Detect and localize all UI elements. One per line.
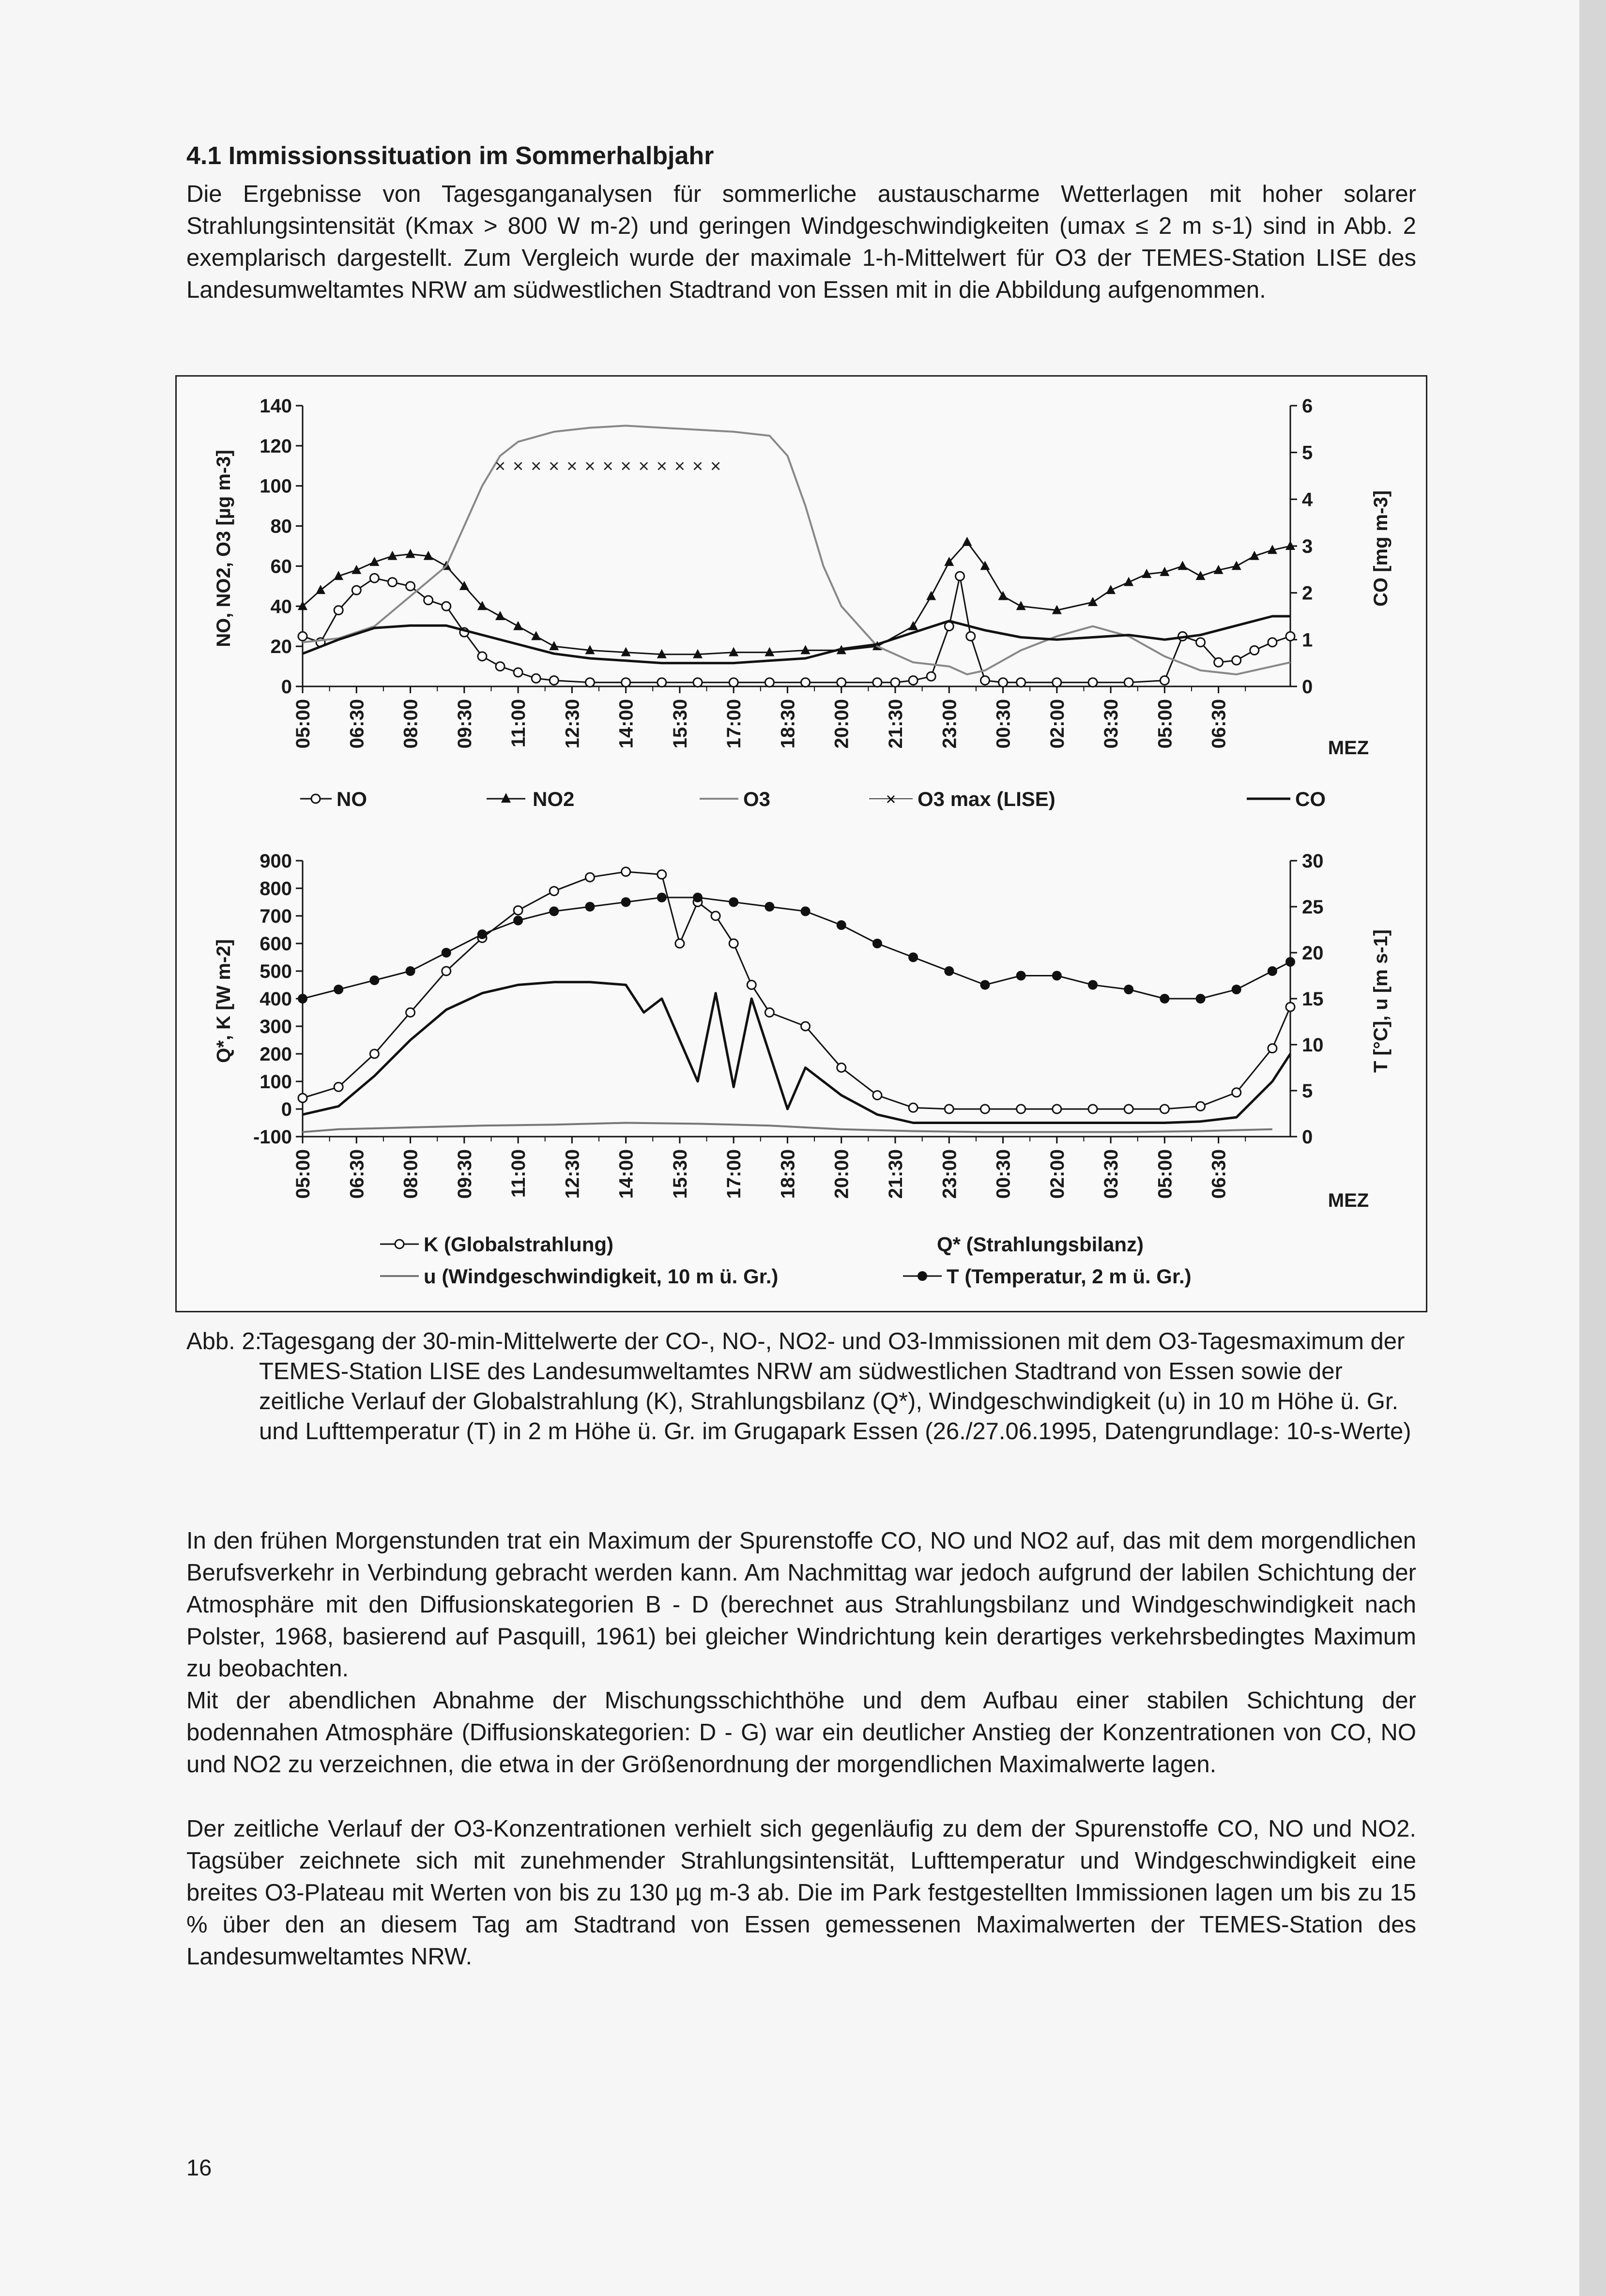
chart1-series-no-point [388, 578, 397, 587]
chart1-ytick-label: 80 [270, 516, 292, 537]
chart1-series-no-point [891, 678, 900, 687]
chart2-ylabel: Q*, K [W m-2] [213, 939, 234, 1063]
chart2-series-k-point [550, 887, 558, 896]
chart1-series-no-point [1196, 638, 1205, 647]
chart1-xtick-label: 14:00 [615, 699, 637, 749]
chart1-series-no2-point [1178, 561, 1187, 570]
chart1-series-no2-point [962, 537, 972, 546]
figure-2 [175, 375, 1427, 1312]
chart2-series-t-point [1268, 966, 1277, 976]
chart1-xtick-label: 11:00 [508, 699, 530, 748]
chart1-series-no2-point [1016, 601, 1026, 610]
chart1-xtick-label: 17:00 [723, 699, 745, 749]
chart2-series-t-point [908, 953, 918, 962]
chart2-series-k-point [622, 867, 630, 876]
chart1-y2tick-label: 0 [1302, 676, 1313, 698]
chart1-series-co-line [303, 616, 1290, 663]
chart2-series-k-point [1268, 1044, 1277, 1053]
chart2-series-k-point [1017, 1105, 1025, 1113]
chart2-series-k-point [1196, 1102, 1205, 1110]
chart2-series-t-point [298, 994, 307, 1004]
chart1-series-no2-point [1106, 585, 1116, 594]
chart1-series-no2-point [908, 621, 918, 630]
chart2-series-t-point [1160, 994, 1169, 1004]
chart2-xtick-label: 02:00 [1046, 1149, 1068, 1199]
chart1-y2tick-label: 3 [1302, 536, 1313, 557]
chart2-series-t-point [549, 907, 559, 916]
chart1-series-no-point [585, 678, 594, 687]
chart2-series-k-point [980, 1105, 989, 1113]
legend-q-label: Q* (Strahlungsbilanz) [937, 1233, 1144, 1256]
chart1-series-no-point [514, 668, 522, 677]
legend-u-label: u (Windgeschwindigkeit, 10 m ü. Gr.) [424, 1265, 779, 1288]
chart1-xtick-label: 06:30 [1208, 699, 1230, 749]
chart1-series-o3-point: × [674, 456, 686, 477]
chart2-xlabel: MEZ [1328, 1190, 1369, 1211]
section-heading: 4.1 Immissionssituation im Sommerhalbjahr [186, 142, 714, 170]
chart1-y2tick-label: 1 [1302, 629, 1313, 651]
chart2-series-k-point [837, 1064, 846, 1072]
chart2-ytick-label: 300 [260, 1016, 292, 1037]
chart1-series-no-point [298, 632, 307, 640]
chart2-series-t-point [406, 966, 415, 976]
chart2-series-t-point [369, 975, 379, 985]
chart1-series-o3-point: × [494, 456, 506, 477]
chart2-series-k-point [1088, 1105, 1097, 1113]
chart2-series-k-point [658, 870, 666, 879]
chart2-xtick-label: 00:30 [993, 1149, 1014, 1199]
chart2-series-k-point [1232, 1088, 1241, 1097]
chart2-series-t-point [442, 948, 451, 958]
chart2-series-k-line [303, 872, 1290, 1109]
chart2-series-k-point [1286, 1003, 1295, 1011]
chart2-y2label: T [°C], u [m s-1] [1370, 929, 1392, 1073]
chart1-series-no-point [1160, 676, 1169, 685]
chart1-series-no-point [496, 662, 505, 671]
intro-paragraph: Die Ergebnisse von Tagesganganalysen für sommerliche austauscharme Wetterlagen mit hoher solarer Strahlungsintensität (Kmax > 800 W m-2) und geringen Windgeschwindigkeiten (umax ≤ 2 m s-1) sind in Abb. 2 exemplarisch dargestellt. Zum Vergleich wurde der maximale 1-h-Mittelwert für O3 der TEMES-Station LISE des Landesumweltamtes NRW am südwestlichen Stadtrand von Essen mit in die Abbildung aufgenommen. [186, 181, 1416, 303]
chart2-series-t-point [513, 916, 523, 926]
chart1-y2tick-label: 4 [1302, 489, 1313, 511]
legend-no2-label: NO2 [533, 788, 575, 810]
chart1-series-no-point [980, 676, 989, 685]
chart2-series-k-point [442, 967, 451, 975]
body-paragraph-3: Der zeitliche Verlauf der O3-Konzentrationen verhielt sich gegenläufig zu dem der Spurenstoffe CO, NO und NO2. Tagsüber zeichnete sich mit zunehmender Strahlungsintensität, Lufttemperatur und Windgeschwindigkeit eine breites O3-Plateau mit Werten von bis zu 130 µg m-3 ab. Die im Park festgestellten Immissionen lagen um bis zu 15 % über den an diesem Tag am Stadtrand von Essen gemessenen Maximalwerten der TEMES-Station des Landesumweltamtes NRW. [186, 1816, 1416, 1970]
chart1-series-no-point [1124, 678, 1133, 687]
chart2-y2tick-label: 20 [1302, 943, 1324, 964]
chart1-series-o3-point: × [584, 456, 596, 477]
chart2-ytick-label: 600 [260, 933, 292, 955]
chart1-series-no-point [873, 678, 882, 687]
chart1-series-no-point [406, 582, 415, 591]
chart2-xtick-label: 11:00 [508, 1149, 530, 1198]
chart1-series-no2-point [406, 549, 415, 558]
chart2-series-k-point [1160, 1105, 1169, 1113]
chart1-series-no2-point [998, 591, 1008, 600]
chart1-ytick-label: 20 [270, 636, 292, 658]
legend-2 [380, 1233, 1192, 1288]
chart2-series-t-point [837, 920, 846, 930]
chart2-y2tick-label: 5 [1302, 1080, 1313, 1102]
chart1-series-no-point [927, 672, 935, 681]
page-number: 16 [186, 2155, 212, 2180]
chart1-y2tick-label: 6 [1302, 395, 1313, 417]
chart2-y2tick-label: 30 [1302, 851, 1324, 872]
legend-t-marker [918, 1271, 927, 1281]
chart2-xtick-label: 23:00 [939, 1149, 961, 1199]
chart1-series-no-point [837, 678, 846, 687]
chart2-series-k-point [1124, 1105, 1133, 1113]
chart1-series-no-point [1232, 656, 1241, 665]
chart1-xtick-label: 15:30 [669, 699, 691, 749]
caption-label: Abb. 2: [186, 1328, 262, 1354]
legend-1 [300, 788, 1326, 810]
chart1-series-no2-point [513, 621, 523, 630]
chart2-series-k-point [747, 981, 756, 989]
chart1-series-no2-point [1232, 561, 1241, 570]
chart1-series-no2-point [729, 647, 738, 656]
chart2-series-k-point [334, 1082, 343, 1091]
legend-k-label: K (Globalstrahlung) [424, 1233, 613, 1256]
chart2-series-k-point [909, 1103, 918, 1112]
chart1-series-no-point [945, 622, 953, 631]
chart2-ytick-label: 400 [260, 988, 292, 1010]
chart1-xtick-label: 20:00 [831, 699, 853, 749]
legend-co-label: CO [1295, 788, 1326, 810]
chart1-series-no-point [532, 674, 540, 683]
chart1-y2label: CO [mg m-3] [1370, 490, 1392, 607]
chart1-series [298, 426, 1295, 686]
chart1-series-no-point [1250, 646, 1259, 654]
chart1-series-no-point [550, 676, 558, 685]
chart2-series-k-point [585, 873, 594, 882]
chart1-y2tick-label: 2 [1302, 582, 1313, 604]
chart2-y2ticks [1290, 851, 1324, 1148]
chart2-ytick-label: 700 [260, 906, 292, 927]
chart1-series-no-point [1268, 638, 1277, 647]
chart1-xtick-label: 08:00 [400, 699, 422, 749]
chart1-series-no2-point [926, 591, 936, 600]
chart2-series-t-point [1285, 957, 1295, 967]
chart2-series-k-point [1053, 1105, 1061, 1113]
chart2-xtick-label: 12:30 [562, 1149, 583, 1199]
chart2-series-t-point [657, 893, 667, 902]
chart1-yticks [260, 395, 303, 698]
legend-t-label: T (Temperatur, 2 m ü. Gr.) [947, 1265, 1192, 1288]
chart2-ytick-label: 900 [260, 851, 292, 872]
chart2-series-t-point [1124, 985, 1133, 994]
chart2-series-t-point [944, 966, 954, 976]
chart1-series-no2-point [1088, 597, 1098, 606]
chart2-y2tick-label: 25 [1302, 897, 1324, 918]
chart1-series-no-point [909, 676, 918, 685]
chart1-series-no2-point [549, 641, 559, 650]
chart1-series-no-line [303, 576, 1290, 683]
chart2-series-k-point [298, 1094, 307, 1102]
chart1-series-o3-point: × [602, 456, 613, 477]
chart1-xticks [292, 686, 1245, 748]
chart2-yticks [253, 851, 303, 1148]
chart1-xtick-label: 18:30 [777, 699, 799, 749]
chart2-series-t-point [729, 897, 738, 907]
chart2-xtick-label: 15:30 [669, 1149, 691, 1199]
chart2-series-t-point [765, 902, 774, 912]
chart1-ytick-label: 0 [281, 676, 292, 698]
chart2-ytick-label: 0 [281, 1099, 292, 1120]
chart1-xtick-label: 05:00 [292, 699, 314, 749]
legend-o3max-label: O3 max (LISE) [918, 788, 1055, 810]
chart1-series-no-point [424, 596, 433, 605]
chart1-series-o3-point: × [549, 456, 560, 477]
chart1-series-no-point [693, 678, 702, 687]
chart1-series-no-point [1286, 632, 1295, 640]
chart2-series-k-point [370, 1049, 379, 1058]
chart1-series-no-point [999, 678, 1008, 687]
chart1-series-o3-point: × [512, 456, 524, 477]
body-paragraph-2: Mit der abendlichen Abnahme der Mischungsschichthöhe und dem Aufbau einer stabilen Schichtung der bodennahen Atmosphäre (Diffusionskategorien: D - G) war ein deutlicher Anstieg der Konzentrationen von CO, NO und NO2 zu verzeichnen, die etwa in der Größenordnung der morgendlichen Maximalwerte lagen. [186, 1688, 1416, 1778]
caption-text: Tagesgang der 30-min-Mittelwerte der CO-, NO-, NO2- und O3-Immissionen mit dem O3-Tagesmaximum der TEMES-Station LISE des Landesumweltamtes NRW am südwestlichen Stadtrand von Essen sowie der zeitliche Verlauf der Globalstrahlung (K), Strahlungsbilanz (Q*), Windgeschwindigkeit (u) in 10 m Höhe ü. Gr. und Lufttemperatur (T) in 2 m Höhe ü. Gr. im Grugapark Essen (26./27.06.1995, Datengrundlage: 10-s-Werte) [259, 1328, 1411, 1445]
chart2-series-t-point [1232, 985, 1241, 994]
page-edge [1579, 0, 1606, 2296]
figure-2-chart [177, 377, 1426, 1311]
chart1-xlabel: MEZ [1328, 737, 1369, 759]
chart1-series-no-point [334, 606, 343, 615]
chart1-series-o3-point: × [566, 456, 578, 477]
chart1-series-no-point [478, 652, 487, 661]
chart2-axes [303, 861, 1290, 1137]
chart2-series-q-line [303, 982, 1290, 1123]
chart2-series-t-point [621, 897, 631, 907]
chart1-xtick-label: 12:30 [562, 699, 583, 749]
chart1-series-o3-point: × [531, 456, 542, 477]
chart2-series-k-point [801, 1022, 810, 1031]
chart2-series-t-point [1196, 994, 1206, 1004]
chart1-xtick-label: 21:30 [885, 699, 906, 749]
chart2-series-t-point [1016, 971, 1026, 981]
legend-no-marker [311, 794, 320, 803]
chart2-series-k-point [729, 939, 738, 948]
figure-caption [186, 1326, 1416, 1446]
chart1-series-no-point [1017, 678, 1025, 687]
chart1-ytick-label: 140 [260, 395, 292, 417]
chart1-ytick-label: 120 [260, 435, 292, 457]
chart2-series [298, 867, 1295, 1132]
chart2-series-k-point [514, 906, 522, 915]
chart2-y2tick-label: 10 [1302, 1034, 1324, 1056]
chart2-series-u-line [303, 1123, 1272, 1132]
chart1-xtick-label: 02:00 [1046, 699, 1068, 749]
chart2-xtick-label: 17:00 [723, 1149, 745, 1199]
chart1-series-o3-point: × [710, 456, 721, 477]
chart2-xtick-label: 06:30 [346, 1149, 368, 1199]
chart1-series-no-point [956, 572, 964, 580]
chart2-ytick-label: 200 [260, 1044, 292, 1065]
chart2-series-t-point [1052, 971, 1062, 981]
chart2-series-k-point [711, 912, 720, 920]
chart2-ytick-label: -100 [253, 1126, 292, 1148]
chart2-xtick-label: 05:00 [292, 1149, 314, 1199]
chart2-xtick-label: 05:00 [1154, 1149, 1176, 1199]
legend-no2-marker [501, 793, 511, 803]
chart2-xtick-label: 20:00 [831, 1149, 853, 1199]
chart1-y2tick-label: 5 [1302, 442, 1313, 464]
chart2-series-t-point [801, 907, 811, 916]
chart2-series-t-point [477, 929, 487, 939]
chart1-series-no-point [442, 602, 451, 610]
chart2-xtick-label: 14:00 [615, 1149, 637, 1199]
chart1-xtick-label: 09:30 [454, 699, 475, 749]
chart1-series-no-point [370, 574, 379, 582]
chart2-series-k-point [406, 1008, 415, 1017]
chart2-series-t-point [693, 893, 703, 902]
chart1-series-no-point [729, 678, 738, 687]
chart1-series-o3-point: × [620, 456, 631, 477]
chart1-series-no-point [658, 678, 666, 687]
chart2-series-t-point [872, 939, 882, 948]
chart2-xticks [292, 1137, 1245, 1199]
chart2-xtick-label: 21:30 [885, 1149, 906, 1199]
chart2-y2tick-label: 0 [1302, 1126, 1313, 1148]
legend-o3-label: O3 [743, 788, 771, 810]
chart1-series-no-point [1214, 658, 1223, 667]
chart1-series-o3-point: × [638, 456, 649, 477]
legend-no-label: NO [336, 788, 367, 810]
chart1-xtick-label: 23:00 [939, 699, 961, 749]
chart1-series-no-point [622, 678, 630, 687]
chart2-ytick-label: 500 [260, 961, 292, 982]
chart1-ytick-label: 100 [260, 475, 292, 497]
chart1-series-no-point [1088, 678, 1097, 687]
chart2-ytick-label: 100 [260, 1071, 292, 1093]
chart1-series-no-point [765, 678, 774, 687]
chart1-ytick-label: 40 [270, 596, 292, 618]
chart2-series-t-point [1088, 980, 1098, 990]
body-paragraph-1: In den frühen Morgenstunden trat ein Maximum der Spurenstoffe CO, NO und NO2 auf, das mit dem morgendlichen Berufsverkehr in Verbindung gebracht werden kann. Am Nachmittag war jedoch aufgrund der labilen Schichtung der Atmosphäre mit den Diffusionskategorien B - D (berechnet aus Strahlungsbilanz und Windgeschwindigkeit nach Polster, 1968, basierend auf Pasquill, 1961) bei gleicher Windrichtung kein derartiges verkehrsbedingtes Maximum zu beobachten. [186, 1528, 1416, 1682]
chart1-series-o3-point: × [656, 456, 667, 477]
chart2-xtick-label: 18:30 [777, 1149, 799, 1199]
chart2-series-t-point [585, 902, 595, 912]
chart1-series-no2-point [495, 611, 505, 620]
chart1-xtick-label: 03:30 [1101, 699, 1122, 749]
chart1-series-no-point [801, 678, 810, 687]
chart2-xtick-label: 03:30 [1101, 1149, 1122, 1199]
chart1-ytick-label: 60 [270, 556, 292, 578]
chart1-series-o3-point: × [692, 456, 704, 477]
chart2-y2tick-label: 15 [1302, 988, 1324, 1010]
chart2-series-k-point [675, 939, 684, 948]
chart2-series-t-line [303, 897, 1290, 999]
chart1-ylabel: NO, NO2, O3 [µg m-3] [213, 450, 234, 647]
legend-k-marker [395, 1240, 404, 1248]
chart2-xtick-label: 09:30 [454, 1149, 475, 1199]
chart2-series-k-point [873, 1091, 882, 1100]
chart2-series-t-point [334, 985, 343, 994]
chart1-y2ticks [1290, 395, 1313, 698]
chart2-series-k-point [945, 1105, 953, 1113]
chart1-series-no-point [1053, 678, 1061, 687]
chart1-series-no-point [966, 632, 975, 640]
chart1-series-no2-point [316, 585, 325, 594]
chart1-series-no2-point [531, 631, 541, 640]
chart1-xtick-label: 05:00 [1154, 699, 1176, 749]
chart2-series-t-point [980, 980, 990, 990]
chart1-xtick-label: 00:30 [993, 699, 1014, 749]
chart2-ytick-label: 800 [260, 878, 292, 899]
chart1-xtick-label: 06:30 [346, 699, 368, 749]
legend-o3max-marker: × [886, 789, 896, 809]
chart2-series-k-point [765, 1008, 774, 1017]
chart2-xtick-label: 08:00 [400, 1149, 422, 1199]
chart1-series-no-point [352, 586, 361, 594]
chart2-xtick-label: 06:30 [1208, 1149, 1230, 1199]
